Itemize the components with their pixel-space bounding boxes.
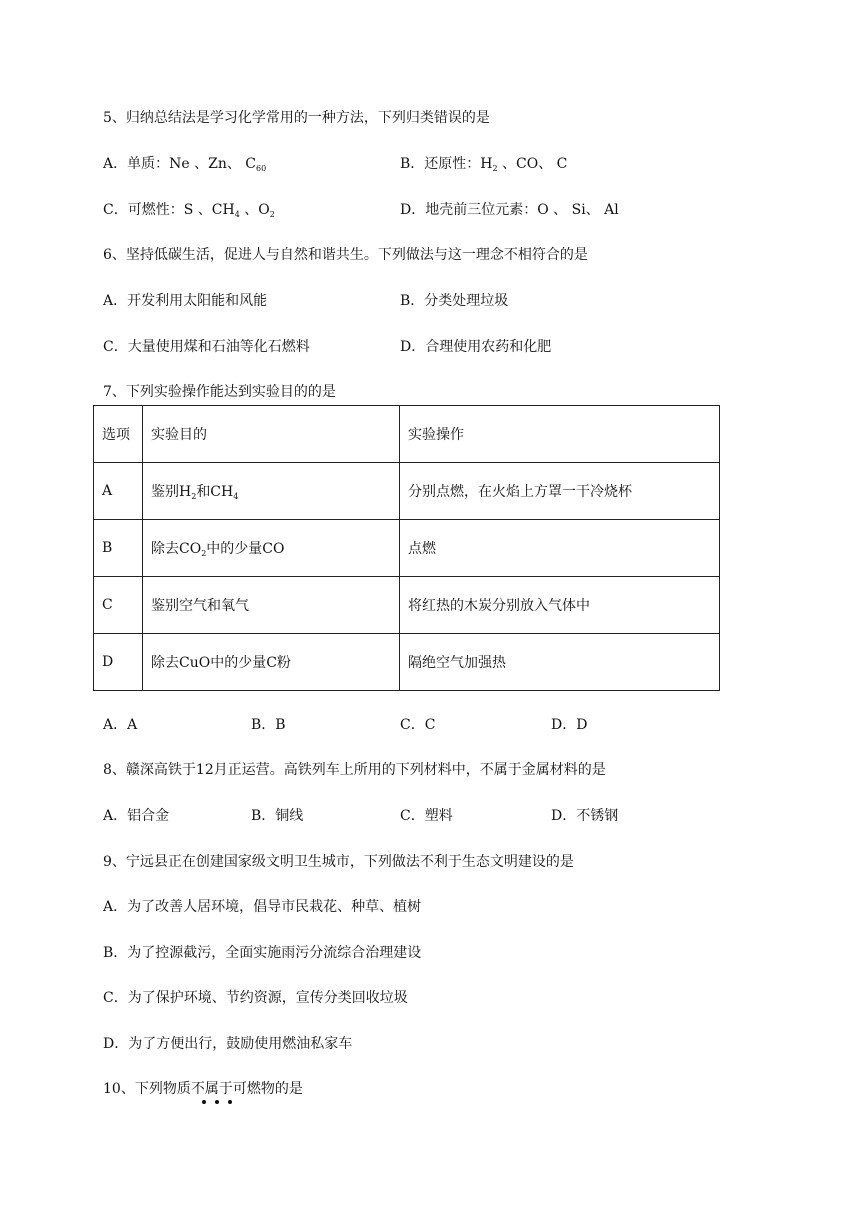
q6-option-c: C．大量使用煤和石油等化石燃料	[103, 339, 310, 355]
header-option: 选项	[94, 406, 143, 463]
q9-option-d: D．为了方便出行，鼓励使用燃油私家车	[103, 1036, 353, 1052]
q7-stem: 7、下列实验操作能达到实验目的的是	[103, 384, 336, 400]
row-operation: 隔绝空气加强热	[400, 634, 720, 691]
emphasis-dot	[228, 1100, 232, 1104]
q7-option-c: C．C	[400, 717, 436, 733]
q7-option-b: B．B	[251, 717, 286, 733]
q5-stem: 5、归纳总结法是学习化学常用的一种方法，下列归类错误的是	[103, 110, 490, 126]
emphasis-dot	[215, 1100, 219, 1104]
experiment-table	[93, 405, 720, 691]
emphasis-dot	[202, 1100, 206, 1104]
q9-option-a: A．为了改善人居环境，倡导市民栽花、种草、植树	[103, 899, 422, 915]
row-option: C	[94, 577, 143, 634]
table-row	[94, 520, 720, 577]
header-operation: 实验操作	[400, 406, 720, 463]
q5-option-a: A．单质：Ne 、Zn、 $C_{60}$	[103, 156, 267, 173]
q7-option-d: D．D	[551, 717, 588, 733]
q6-option-b: B．分类处理垃圾	[400, 293, 509, 309]
header-purpose: 实验目的	[143, 406, 400, 463]
q6-option-a: A．开发利用太阳能和风能	[103, 293, 268, 309]
q10-stem: 10、下列物质不属于可燃物的是	[103, 1081, 303, 1097]
q8-option-a: A．铝合金	[103, 808, 170, 824]
table-header-row	[94, 406, 720, 463]
q8-option-b: B．铜线	[251, 808, 304, 824]
row-operation: 点燃	[400, 520, 720, 577]
row-option: A	[94, 463, 143, 520]
q9-option-b: B．为了控源截污，全面实施雨污分流综合治理建设	[103, 945, 422, 961]
table-row	[94, 577, 720, 634]
q9-stem: 9、宁远县正在创建国家级文明卫生城市，下列做法不利于生态文明建设的是	[103, 854, 574, 870]
q5-option-d: D．地壳前三位元素：O 、 Si、 Al	[400, 202, 619, 218]
row-option: D	[94, 634, 143, 691]
row-purpose: 鉴别空气和氧气	[143, 577, 400, 634]
q8-option-d: D．不锈钢	[551, 808, 619, 824]
row-operation: 分别点燃，在火焰上方罩一干冷烧杯	[400, 463, 720, 520]
table-row	[94, 634, 720, 691]
row-operation: 将红热的木炭分别放入气体中	[400, 577, 720, 634]
row-purpose: 鉴别$H_2$和$CH_4$	[143, 463, 400, 520]
q7-option-a: A．A	[103, 717, 138, 733]
row-option: B	[94, 520, 143, 577]
q6-stem: 6、坚持低碳生活，促进人与自然和谐共生。下列做法与这一理念不相符合的是	[103, 247, 588, 263]
q5-option-c: C．可燃性：S 、$CH_4$ 、$O_2$	[103, 202, 275, 219]
q8-stem: 8、赣深高铁于12月正运营。高铁列车上所用的下列材料中，不属于金属材料的是	[103, 762, 606, 778]
q8-option-c: C．塑料	[400, 808, 453, 824]
row-purpose: 除去$CO_2$中的少量CO	[143, 520, 400, 577]
q9-option-c: C．为了保护环境、节约资源，宣传分类回收垃圾	[103, 990, 408, 1006]
emphasis-dots	[202, 1090, 241, 1110]
row-purpose: 除去CuO中的少量C粉	[143, 634, 400, 691]
q6-option-d: D．合理使用农药和化肥	[400, 339, 552, 355]
table-row	[94, 463, 720, 520]
q5-option-b: B．还原性：$H_2$ 、CO、 C	[400, 156, 568, 173]
